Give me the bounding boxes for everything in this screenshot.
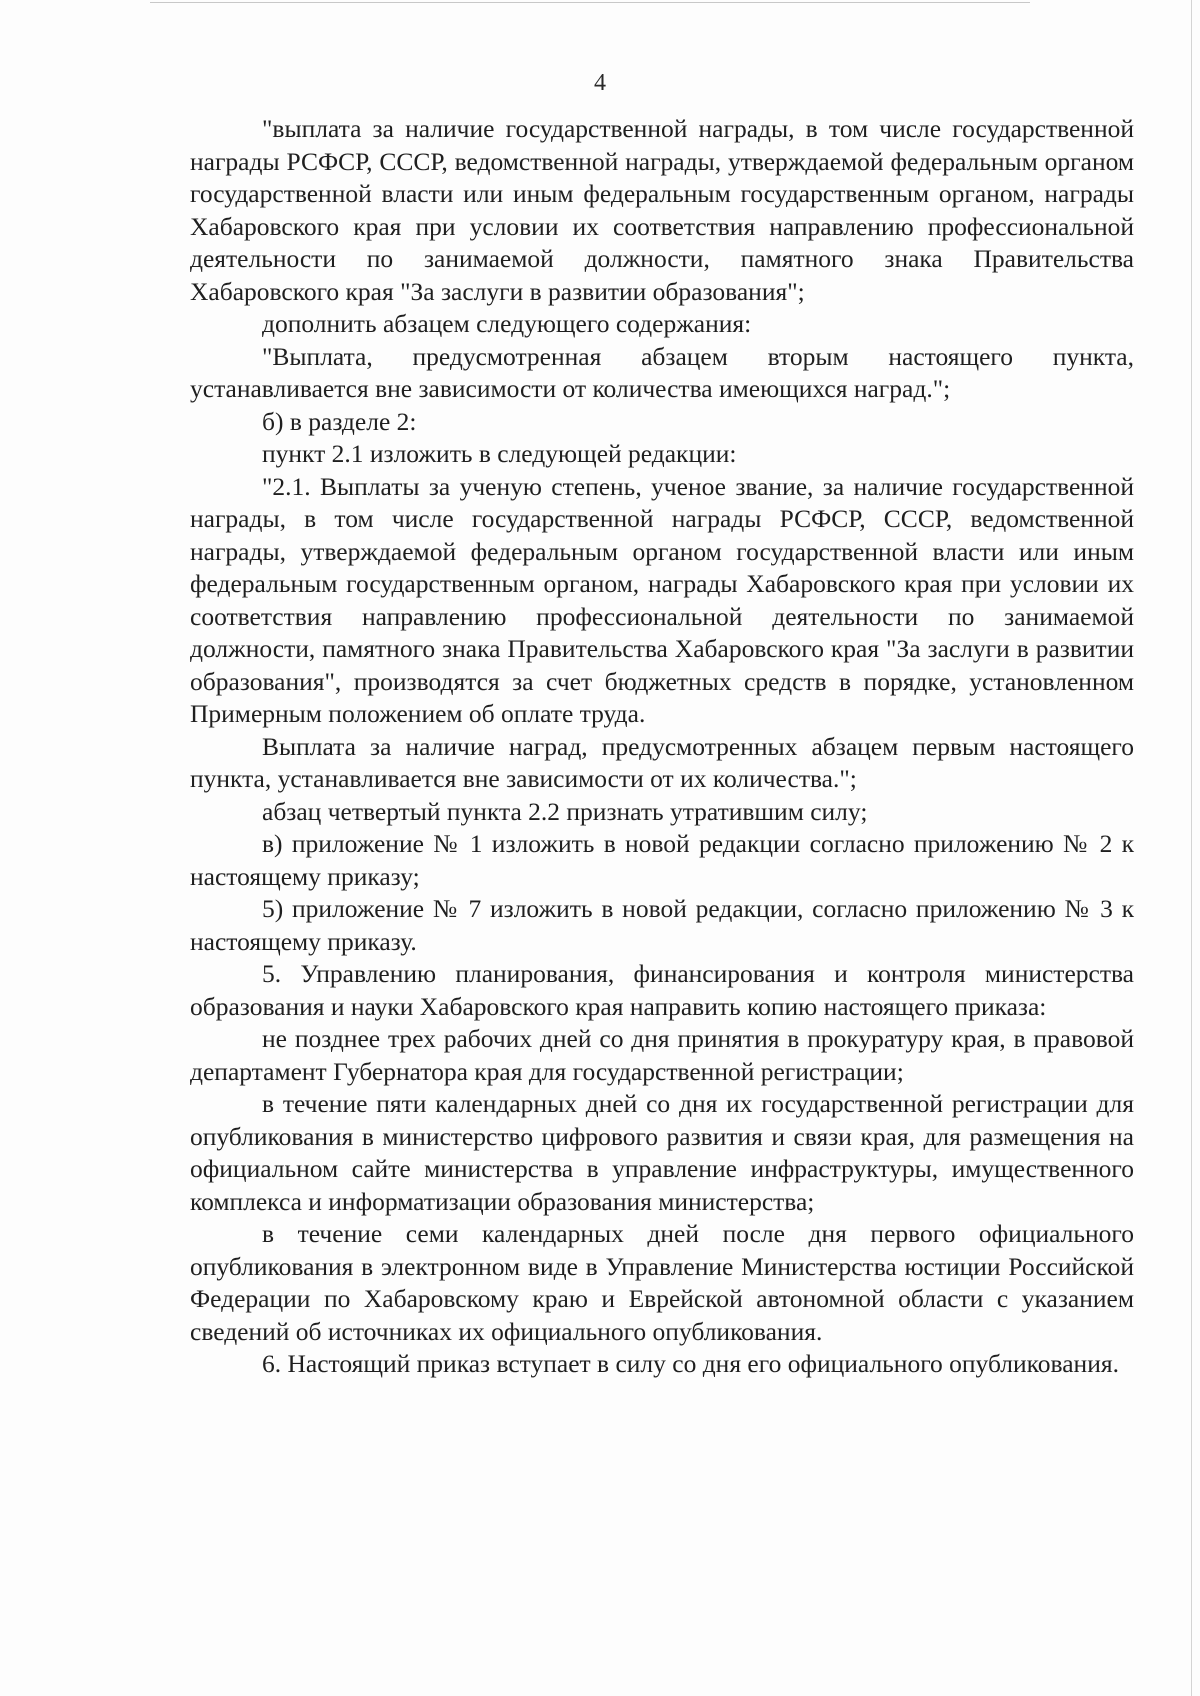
paragraph: 5. Управлению планирования, финансирования и контроля министерства образования и науки Хабаровского края направить копию настоящего приказа: (190, 959, 1134, 1021)
document-body (190, 113, 1134, 1381)
scan-right-edge (1191, 0, 1192, 1696)
paragraph: "2.1. Выплаты за ученую степень, ученое звание, за наличие государственной награды, в том числе государственной награды РСФСР, СССР, ведомственной награды, утверждаемой федеральным органом государственной власти или иным федеральным государственным органом, награды Хабаровского края при условии их соответствия направлению профессиональной деятельности по занимаемой должности, памятного знака Правительства Хабаровского края "За заслуги в развитии образования", производятся за счет бюджетных средств в порядке, установленном Примерным положением об оплате труда. (190, 471, 1134, 728)
scan-top-edge (150, 2, 1030, 3)
paragraph: б) в разделе 2: (262, 406, 417, 436)
paragraph: в течение семи календарных дней после дня первого официального опубликования в электронном виде в Управление Министерства юстиции Российской Федерации по Хабаровскому краю и Еврейской автономной области с указанием сведений об источниках их официального опубликования. (190, 1219, 1134, 1346)
page-number: 4 (594, 70, 606, 96)
paragraph: 5) приложение № 7 изложить в новой редакции, согласно приложению № 3 к настоящему приказу. (190, 894, 1134, 956)
paragraph: не позднее трех рабочих дней со дня принятия в прокуратуру края, в правовой департамент Губернатора края для государственной регистрации; (190, 1024, 1134, 1086)
paragraph: в течение пяти календарных дней со дня их государственной регистрации для опубликования в министерство цифрового развития и связи края, для размещения на официальном сайте министерства в управление инфраструктуры, имущественного комплекса и информатизации образования министерства; (190, 1089, 1134, 1216)
paragraph: абзац четвертый пункта 2.2 признать утратившим силу; (262, 796, 868, 826)
paragraph: пункт 2.1 изложить в следующей редакции: (262, 439, 737, 468)
paragraph: "Выплата, предусмотренная абзацем вторым настоящего пункта, устанавливается вне зависимости от количества имеющихся наград."; (190, 341, 1134, 403)
paragraph: "выплата за наличие государственной награды, в том числе государственной награды РСФСР, СССР, ведомственной награды, утверждаемой федеральным органом государственной власти или иным федеральным государственным органом, награды Хабаровского края при условии их соответствия направлению профессиональной деятельности по занимаемой должности, памятного знака Правительства Хабаровского края "За заслуги в развитии образования"; (190, 114, 1134, 306)
paragraph: Выплата за наличие наград, предусмотренных абзацем первым настоящего пункта, устанавливается вне зависимости от их количества."; (190, 731, 1134, 793)
paragraph: дополнить абзацем следующего содержания: (262, 309, 752, 338)
paragraph: 6. Настоящий приказ вступает в силу со дня его официального опубликования. (262, 1349, 1119, 1378)
paragraph: в) приложение № 1 изложить в новой редакции согласно приложению № 2 к настоящему приказу; (190, 829, 1134, 891)
